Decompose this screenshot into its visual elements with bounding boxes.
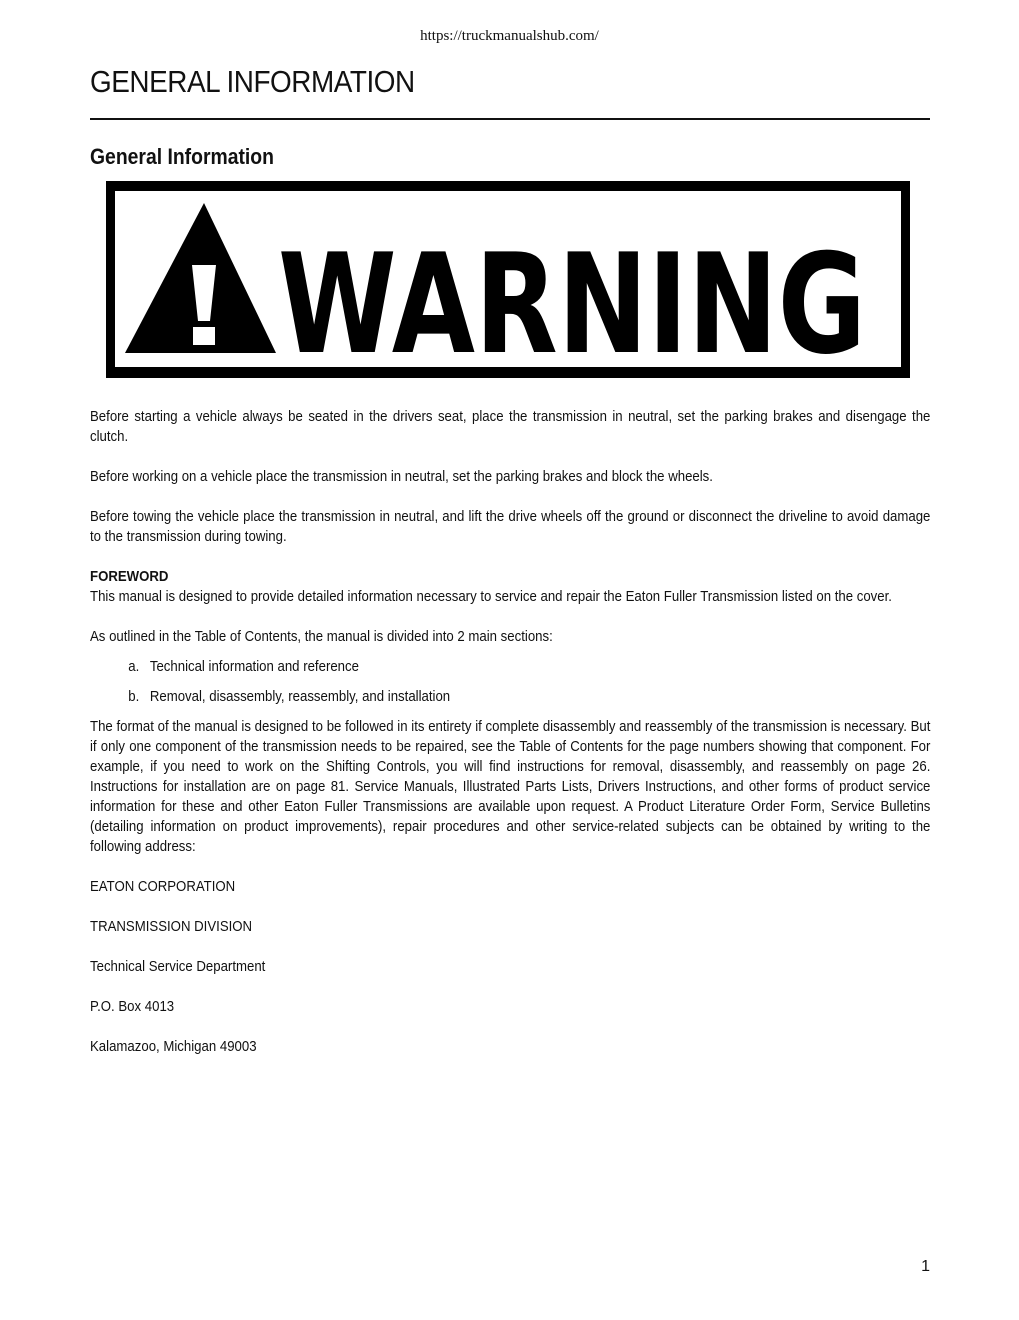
address-division: TRANSMISSION DIVISION — [90, 918, 253, 935]
safety-paragraph-working: Before working on a vehicle place the transmission in neutral, set the parking brakes and block the wheels. — [90, 468, 713, 485]
outline-intro: As outlined in the Table of Contents, the manual is divided into 2 main sections: — [90, 628, 553, 645]
list-item-text: Removal, disassembly, reassembly, and installation — [149, 688, 451, 705]
safety-paragraph-towing: Before towing the vehicle place the transmission in neutral, and lift the drive wheels off the ground or disconnect the driveline to avoid damage to the transmission during towing. — [90, 508, 931, 545]
format-paragraph: The format of the manual is designed to be followed in its entirety if complete disassembly and reassembly of the transmission is necessary. But if only one component of the transmission needs to be repaired, see the Table of Contents for the page numbers showing that component. For example, if you need to work on the Shifting Controls, you will find instructions for removal, disassembly, and reassembly on page 26. Instructions for installation are on page 81. Service Manuals, Illustrated Parts Lists, Drivers Instructions, and other forms of product service information for these and other Eaton Fuller Transmissions are available upon request. A Product Literature Order Form, Service Bulletins (detailing information on product improvements), repair procedures and other service-related subjects can be obtained by writing to the following address: — [90, 718, 931, 855]
section-heading: General Information — [90, 144, 274, 169]
warning-sign — [106, 181, 910, 385]
title-divider — [90, 118, 930, 120]
body-content — [90, 407, 930, 1077]
safety-paragraph-starting: Before starting a vehicle always be seated in the drivers seat, place the transmission in neutral, set the parking brakes and disengage the clutch. — [90, 408, 931, 445]
page-title: GENERAL INFORMATION — [90, 64, 415, 99]
list-item — [90, 657, 930, 677]
list-marker: a. — [128, 658, 140, 675]
address-po-box: P.O. Box 4013 — [90, 998, 175, 1015]
list-item — [90, 687, 930, 707]
list-marker: b. — [128, 688, 140, 705]
foreword-text: This manual is designed to provide detailed information necessary to service and repair the Eaton Fuller Transmission listed on the cover. — [90, 588, 892, 605]
mailing-address — [90, 877, 930, 1057]
address-company: EATON CORPORATION — [90, 878, 236, 895]
page-number: 1 — [921, 1258, 930, 1275]
site-url[interactable]: https://truckmanualshub.com/ — [420, 28, 599, 44]
foreword-heading: FOREWORD — [90, 568, 169, 585]
list-item-text: Technical information and reference — [149, 658, 359, 675]
address-city: Kalamazoo, Michigan 49003 — [90, 1038, 257, 1055]
address-department: Technical Service Department — [90, 958, 266, 975]
warning-sign-text: WARNING — [278, 224, 866, 385]
